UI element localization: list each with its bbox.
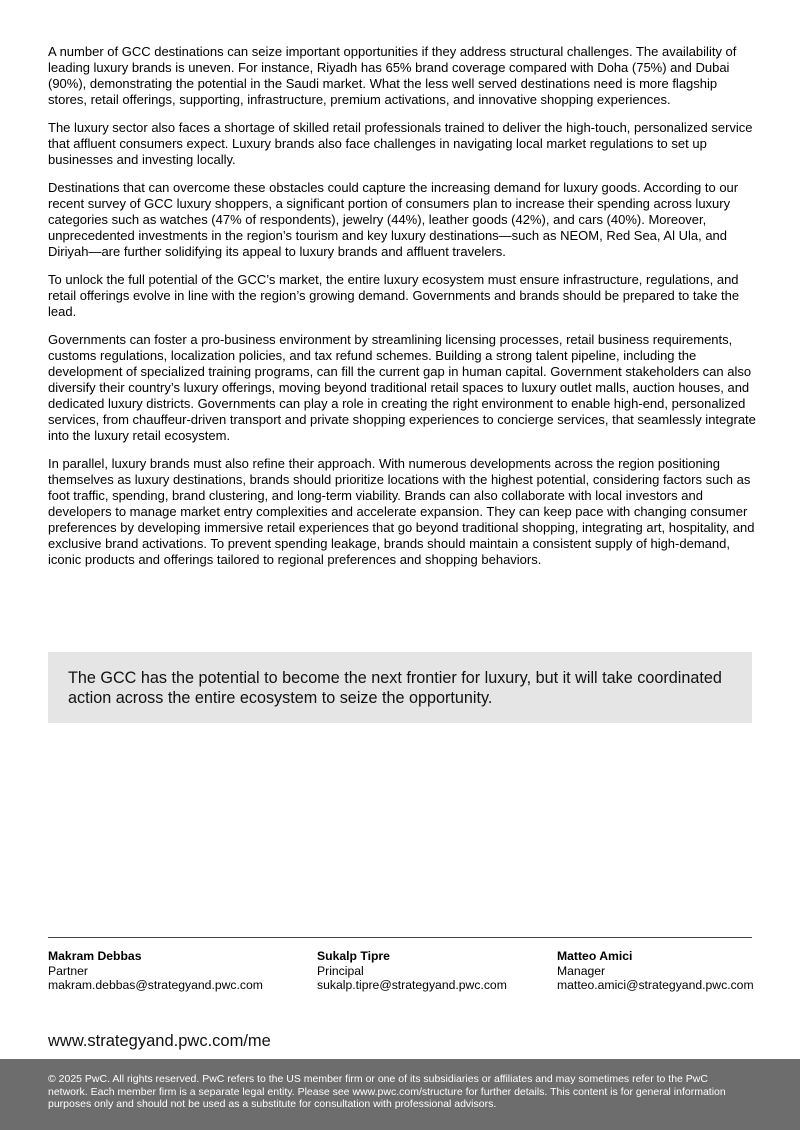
contact-card xyxy=(48,949,263,993)
contact-title: Partner xyxy=(48,963,88,978)
contact-name: Makram Debbas xyxy=(48,949,142,963)
contact-card xyxy=(557,949,754,993)
paragraph-brands: In parallel, luxury brands must also refine their approach. With numerous developments across the region positioning themselves as luxury destinations, brands should prioritize locations with the highest potential, considering factors such as foot traffic, spending, brand clustering, and long-term viability. Brands can also collaborate with local investors and developers to manage market entry complexities and accelerate expansion. They can keep pace with changing consumer preferences by developing immersive retail experiences that go beyond traditional shopping, integrating art, hospitality, and exclusive brand activations. To prevent spending leakage, brands should maintain a consistent supply of high-demand, iconic products and offerings tailored to regional preferences and shopping behaviors. xyxy=(48,456,755,567)
pull-quote-box xyxy=(48,652,752,723)
contact-email[interactable]: makram.debbas@strategyand.pwc.com xyxy=(48,978,263,992)
pull-quote-text: The GCC has the potential to become the next frontier for luxury, but it will take coordinated action across the entire ecosystem to seize the opportunity. xyxy=(68,669,722,707)
legal-footer xyxy=(0,1059,800,1130)
contact-email[interactable]: matteo.amici@strategyand.pwc.com xyxy=(557,978,754,992)
paragraph-demand: Destinations that can overcome these obstacles could capture the increasing demand for luxury goods. According to our recent survey of GCC luxury shoppers, a significant portion of consumers plan to increase their spending across luxury categories such as watches (47% of respondents), jewelry (44%), leather goods (42%), and cars (40%). Moreover, unprecedented investments in the region’s tourism and key luxury destinations—such as NEOM, Red Sea, Al Ula, and Diriyah—are further solidifying its appeal to luxury brands and affluent travelers. xyxy=(48,180,739,259)
website-link[interactable]: www.strategyand.pwc.com/me xyxy=(48,1032,271,1050)
contact-title: Manager xyxy=(557,963,606,978)
contact-card xyxy=(317,949,507,993)
paragraph-governments: Governments can foster a pro-business environment by streamlining licensing processes, retail business requirements, customs regulations, localization policies, and tax refund schemes. Building a strong talent pipeline, including the development of specialized training programs, can fill the current gap in human capital. Government stakeholders can also diversify their country’s luxury offerings, moving beyond traditional retail spaces to luxury outlet malls, auction houses, and dedicated luxury districts. Governments can play a role in creating the right environment to enable high-end, personalized services, from chauffeur-driven transport and private shopping experiences to concierge services, that seamlessly integrate into the luxury retail ecosystem. xyxy=(48,332,756,443)
contact-title: Principal xyxy=(317,963,364,978)
paragraph-ecosystem: To unlock the full potential of the GCC’s market, the entire luxury ecosystem must ensure infrastructure, regulations, and retail offerings evolve in line with the region’s growing demand. Governments and brands should be prepared to take the lead. xyxy=(48,272,740,319)
paragraph-skills-shortage: The luxury sector also faces a shortage of skilled retail professionals trained to deliver the high-touch, personalized service that affluent consumers expect. Luxury brands also face challenges in navigating local market regulations to set up businesses and investing locally. xyxy=(48,120,753,167)
legal-footer-text: © 2025 PwC. All rights reserved. PwC refers to the US member firm or one of its subsidiaries or affiliates and may sometimes refer to the PwC network. Each member firm is a separate legal entity. Please see www.pwc.com/structure for further details. This content is for general information purposes only and should not be used as a substitute for consultation with professional advisors. xyxy=(48,1073,726,1110)
contact-name: Sukalp Tipre xyxy=(317,949,390,963)
contacts-divider xyxy=(48,937,752,938)
article-body xyxy=(48,44,758,580)
contact-name: Matteo Amici xyxy=(557,949,633,963)
paragraph-brand-coverage: A number of GCC destinations can seize important opportunities if they address structural challenges. The availability of leading luxury brands is uneven. For instance, Riyadh has 65% brand coverage compared with Doha (75%) and Dubai (90%), demonstrating the potential in the Saudi market. What the less well served destinations need is more flagship stores, retail offerings, supporting, infrastructure, premium activations, and innovative shopping experiences. xyxy=(48,44,737,107)
contact-email[interactable]: sukalp.tipre@strategyand.pwc.com xyxy=(317,978,507,992)
